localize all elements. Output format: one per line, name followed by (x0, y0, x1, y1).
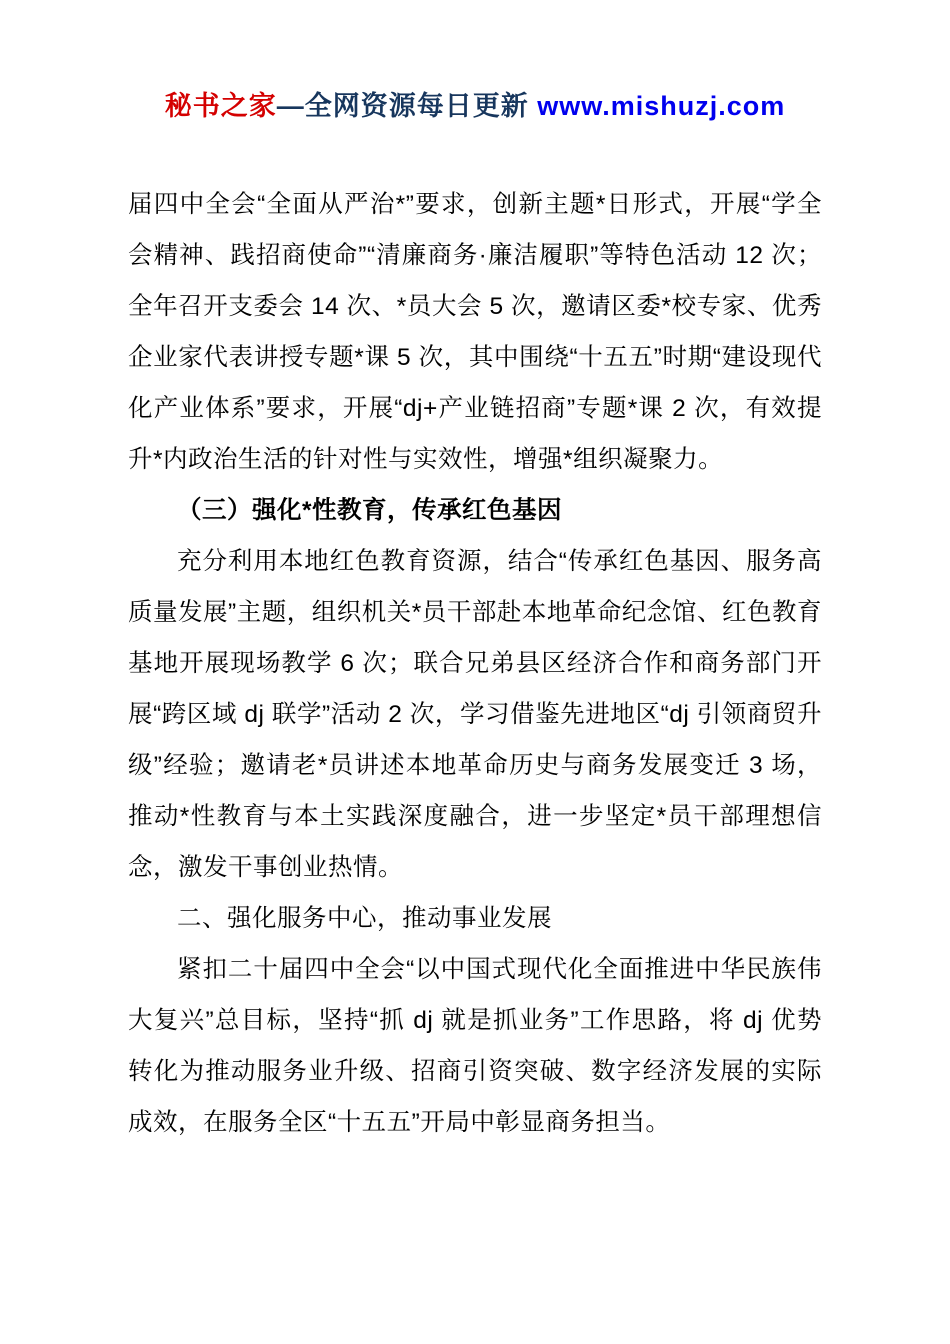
section-heading-three: （三）强化*性教育，传承红色基因 (177, 497, 563, 524)
site-name: 秘书之家 (164, 91, 277, 121)
site-url-link[interactable]: www.mishuzj.com (537, 91, 786, 121)
paragraph-continuation: 届四中全会“全面从严治*”要求，创新主题*日形式，开展“学全会精神、践招商使命”“清廉商务·廉洁履职”等特色活动 12 次；全年召开支委会 14 次、*员大会 5 次，邀请区委*校专家、优秀企业家代表讲授专题*课 5 次，其中围绕“十五五”时期“建设现代化产业体系”要求，开展“dj+产业链招商”专题*课 2 次，有效提升*内政治生活的针对性与实效性，增强*组织凝聚力。 (128, 191, 822, 473)
paragraph-service-center: 紧扣二十届四中全会“以中国式现代化全面推进中华民族伟大复兴”总目标，坚持“抓 dj 就是抓业务”工作思路，将 dj 优势转化为推动服务业升级、招商引资突破、数字经济发展的实际成效，在服务全区“十五五”开局中彰显商务担当。 (128, 956, 822, 1136)
paragraph-red-education: 充分利用本地红色教育资源，结合“传承红色基因、服务高质量发展”主题，组织机关*员干部赴本地革命纪念馆、红色教育基地开展现场教学 6 次；联合兄弟县区经济合作和商务部门开展“跨区域 dj 联学”活动 2 次，学习借鉴先进地区“dj 引领商贸升级”经验；邀请老*员讲述本地革命历史与商务发展变迁 3 场，推动*性教育与本土实践深度融合，进一步坚定*员干部理想信念，激发干事创业热情。 (128, 548, 822, 881)
site-tagline: —全网资源每日更新 (276, 91, 538, 121)
document-body (128, 179, 822, 1148)
section-heading-two: 二、强化服务中心，推动事业发展 (177, 905, 552, 932)
document-header (128, 84, 822, 123)
